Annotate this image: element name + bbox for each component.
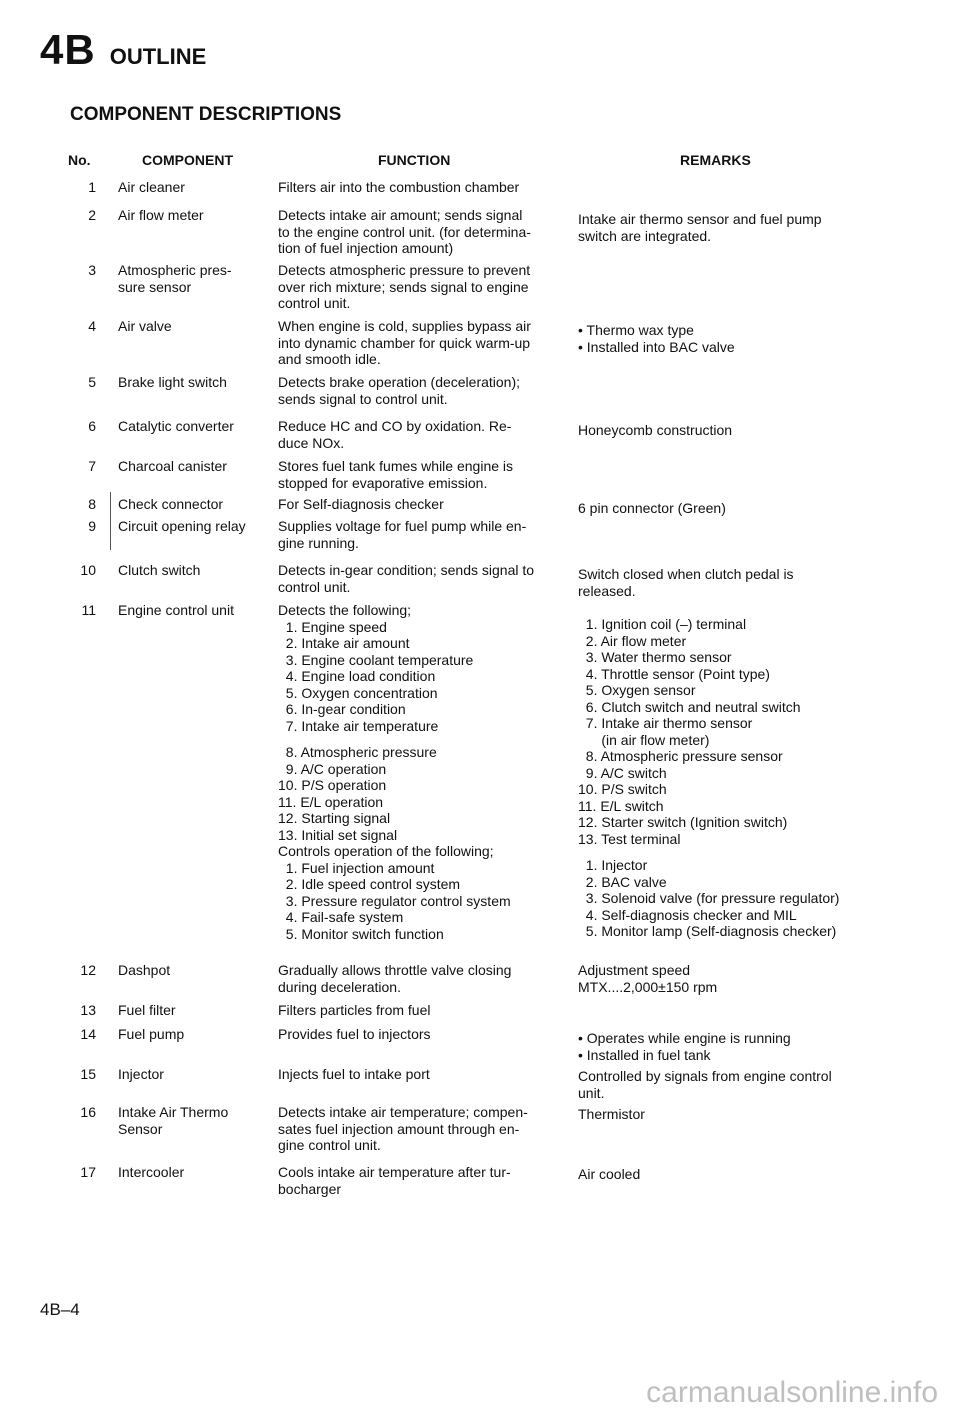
remarks-line: 1. Ignition coil (–) terminal (578, 616, 747, 632)
component-name (118, 207, 268, 224)
row-number: 6 (88, 418, 96, 434)
row-number: 13 (80, 1002, 96, 1018)
function-line: 1. Fuel injection amount (278, 859, 435, 876)
function-line: 8. Atmospheric pressure (278, 744, 437, 760)
component-name (118, 962, 268, 979)
function-text (278, 374, 563, 407)
remarks-line: 5. Monitor lamp (Self-diagnosis checker) (578, 923, 837, 939)
function-line: gine control unit. (278, 1137, 381, 1153)
function-line: duce NOx. (278, 434, 345, 451)
function-line: control unit. (278, 578, 351, 595)
function-line: Detects intake air amount; sends signal (278, 207, 523, 223)
function-line: 5. Oxygen concentration (278, 684, 438, 701)
remarks-line: 5. Oxygen sensor (578, 682, 696, 698)
remarks-line: Honeycomb construction (578, 422, 733, 438)
row-number: 9 (88, 518, 96, 534)
function-line: stopped for evaporative emission. (278, 474, 488, 491)
component-name (118, 1164, 268, 1181)
page-header (40, 26, 206, 74)
remarks-text (578, 422, 878, 439)
component-name (118, 1066, 268, 1083)
remarks-text (578, 962, 878, 995)
remarks-line: 2. Air flow meter (578, 632, 687, 649)
remarks-line: 6. Clutch switch and neutral switch (578, 698, 801, 715)
function-line: 3. Engine coolant temperature (278, 651, 474, 668)
remarks-line: 13. Test terminal (578, 830, 681, 847)
component-line: Air valve (118, 318, 172, 334)
component-line: Sensor (118, 1120, 163, 1137)
remarks-text (578, 211, 878, 244)
function-text (278, 1104, 563, 1154)
component-line: Check connector (118, 496, 224, 512)
function-line: Detects atmospheric pressure to prevent (278, 262, 531, 278)
function-line: Injects fuel to intake port (278, 1066, 430, 1082)
component-name (118, 1026, 268, 1043)
column-header-component: COMPONENT (142, 152, 233, 168)
component-line: Charcoal canister (118, 458, 227, 474)
function-line: during deceleration. (278, 978, 401, 995)
spacer (578, 606, 878, 616)
remarks-line: 7. Intake air thermo sensor (578, 715, 753, 731)
remarks-line: released. (578, 582, 636, 599)
component-line: Atmospheric pres- (118, 262, 232, 278)
component-name (118, 518, 268, 535)
component-line: Brake light switch (118, 374, 227, 390)
component-line: Catalytic converter (118, 418, 234, 434)
function-line: 2. Intake air amount (278, 635, 410, 651)
function-line: sates fuel injection amount through en- (278, 1120, 520, 1137)
component-line: Air cleaner (118, 179, 185, 195)
function-text (278, 518, 563, 551)
function-line: Gradually allows throttle valve closing (278, 962, 512, 978)
column-header-function: FUNCTION (378, 152, 451, 168)
row-number: 8 (88, 496, 96, 512)
function-line: 5. Monitor switch function (278, 925, 444, 942)
spacer (278, 734, 563, 744)
remarks-line: • Operates while engine is running (578, 1030, 791, 1046)
page-number: 4B–4 (40, 1300, 80, 1319)
remarks-line: Switch closed when clutch pedal is (578, 566, 794, 582)
function-line: control unit. (278, 295, 351, 311)
row-number: 17 (80, 1164, 96, 1180)
function-line: 9. A/C operation (278, 760, 387, 777)
component-line: sure sensor (118, 278, 192, 295)
remarks-line: 3. Solenoid valve (for pressure regulator) (578, 890, 840, 906)
function-line: Detects brake operation (deceleration); (278, 374, 521, 390)
remarks-line: (in air flow meter) (578, 731, 710, 748)
section-code: 4B (40, 26, 96, 73)
function-text (278, 1066, 563, 1083)
row-number: 11 (81, 602, 96, 618)
function-line: Reduce HC and CO by oxidation. Re- (278, 418, 512, 434)
function-text (278, 418, 563, 451)
function-line: 1. Engine speed (278, 618, 387, 635)
remarks-line: 1. Injector (578, 857, 648, 873)
function-line: Filters air into the combustion chamber (278, 179, 520, 195)
remarks-line: 4. Throttle sensor (Point type) (578, 665, 770, 682)
remarks-text (578, 1166, 878, 1183)
component-line: Circuit opening relay (118, 518, 246, 534)
function-line: 4. Engine load condition (278, 668, 436, 684)
function-line: and smooth idle. (278, 351, 381, 367)
row-number: 3 (88, 262, 96, 278)
function-line: 13. Initial set signal (278, 826, 398, 843)
remarks-line: Thermistor (578, 1106, 645, 1122)
remarks-line: 11. E/L switch (578, 797, 664, 814)
function-line: Cools intake air temperature after tur- (278, 1164, 511, 1180)
function-line: 3. Pressure regulator control system (278, 892, 511, 909)
component-name (118, 458, 268, 475)
remarks-line: • Installed into BAC valve (578, 338, 735, 355)
component-name (118, 262, 268, 295)
function-line: tion of fuel injection amount) (278, 240, 454, 256)
component-line: Engine control unit (118, 602, 234, 618)
function-text (278, 179, 563, 196)
function-line: gine running. (278, 534, 359, 551)
row-number: 10 (80, 562, 96, 578)
remarks-line: 8. Atmospheric pressure sensor (578, 748, 783, 764)
remarks-text (578, 606, 878, 940)
component-name (118, 1002, 268, 1019)
remarks-text (578, 322, 878, 355)
remarks-line: 3. Water thermo sensor (578, 649, 732, 665)
component-line: Air flow meter (118, 207, 204, 223)
remarks-line: 2. BAC valve (578, 873, 667, 890)
remarks-line: 10. P/S switch (578, 781, 667, 797)
remarks-line: 4. Self-diagnosis checker and MIL (578, 906, 797, 923)
section-title: OUTLINE (109, 44, 207, 69)
remarks-text (578, 566, 878, 599)
component-name (118, 562, 268, 579)
function-line: Detects the following; (278, 602, 412, 618)
function-text (278, 458, 563, 491)
function-line: Provides fuel to injectors (278, 1026, 431, 1042)
function-line: sends signal to control unit. (278, 390, 448, 407)
function-line: Filters particles from fuel (278, 1002, 431, 1018)
column-divider (110, 492, 111, 550)
function-text (278, 262, 563, 312)
row-number: 16 (80, 1104, 96, 1120)
function-line: For Self-diagnosis checker (278, 496, 444, 512)
function-text (278, 1026, 563, 1043)
row-number: 7 (88, 458, 96, 474)
spacer (578, 847, 878, 857)
component-name (118, 374, 268, 391)
function-line: 2. Idle speed control system (278, 876, 461, 892)
function-line: to the engine control unit. (for determina- (278, 223, 531, 240)
remarks-line: • Thermo wax type (578, 322, 694, 338)
remarks-text (578, 1106, 878, 1123)
row-number: 12 (80, 962, 96, 978)
column-header-remarks: REMARKS (680, 152, 751, 168)
function-text (278, 207, 563, 257)
component-line: Intercooler (118, 1164, 185, 1180)
function-line: over rich mixture; sends signal to engine (278, 278, 529, 295)
function-text (278, 602, 563, 942)
function-line: 4. Fail-safe system (278, 909, 404, 925)
component-line: Intake Air Thermo (118, 1104, 229, 1120)
remarks-line: 12. Starter switch (Ignition switch) (578, 814, 788, 830)
function-line: 6. In-gear condition (278, 701, 406, 717)
remarks-text (578, 500, 878, 517)
column-header-no: No. (68, 152, 91, 168)
function-line: bocharger (278, 1180, 342, 1197)
row-number: 15 (80, 1066, 96, 1082)
component-name (118, 602, 268, 619)
function-line: Supplies voltage for fuel pump while en- (278, 518, 527, 534)
remarks-line: • Installed in fuel tank (578, 1046, 711, 1063)
remarks-line: MTX....2,000±150 rpm (578, 978, 718, 995)
remarks-line: switch are integrated. (578, 227, 712, 244)
row-number: 4 (88, 318, 96, 334)
function-line: into dynamic chamber for quick warm-up (278, 334, 531, 351)
watermark: carmanualsonline.info (646, 1376, 938, 1409)
function-line: Detects in-gear condition; sends signal to (278, 562, 535, 578)
remarks-line: unit. (578, 1084, 605, 1101)
function-line: 10. P/S operation (278, 777, 387, 793)
component-line: Fuel filter (118, 1002, 176, 1018)
component-name (118, 418, 268, 435)
component-line: Clutch switch (118, 562, 201, 578)
component-name (118, 1104, 268, 1137)
component-name (118, 179, 268, 196)
function-line: Controls operation of the following; (278, 843, 494, 859)
function-line: 11. E/L operation (278, 793, 384, 810)
function-line: When engine is cold, supplies bypass air (278, 318, 531, 334)
remarks-text (578, 1030, 878, 1063)
function-text (278, 496, 563, 513)
page-subtitle: COMPONENT DESCRIPTIONS (70, 104, 342, 125)
function-line: Stores fuel tank fumes while engine is (278, 458, 514, 474)
row-number: 5 (88, 374, 96, 390)
function-line: 7. Intake air temperature (278, 717, 439, 734)
component-line: Dashpot (118, 962, 171, 978)
function-text (278, 318, 563, 368)
remarks-line: Intake air thermo sensor and fuel pump (578, 211, 822, 227)
function-text (278, 1002, 563, 1019)
function-line: 12. Starting signal (278, 810, 391, 826)
remarks-line: 9. A/C switch (578, 764, 667, 781)
remarks-line: Air cooled (578, 1166, 641, 1182)
row-number: 14 (80, 1026, 96, 1042)
function-text (278, 962, 563, 995)
component-line: Injector (118, 1066, 164, 1082)
component-name (118, 318, 268, 335)
component-line: Fuel pump (118, 1026, 185, 1042)
function-line: Detects intake air temperature; compen- (278, 1104, 528, 1120)
remarks-text (578, 1068, 878, 1101)
remarks-line: Controlled by signals from engine control (578, 1068, 832, 1084)
row-number: 2 (88, 207, 96, 223)
row-number: 1 (88, 179, 96, 195)
function-text (278, 1164, 563, 1197)
function-text (278, 562, 563, 595)
remarks-line: Adjustment speed (578, 962, 691, 978)
component-name (118, 496, 268, 513)
remarks-line: 6 pin connector (Green) (578, 500, 726, 516)
